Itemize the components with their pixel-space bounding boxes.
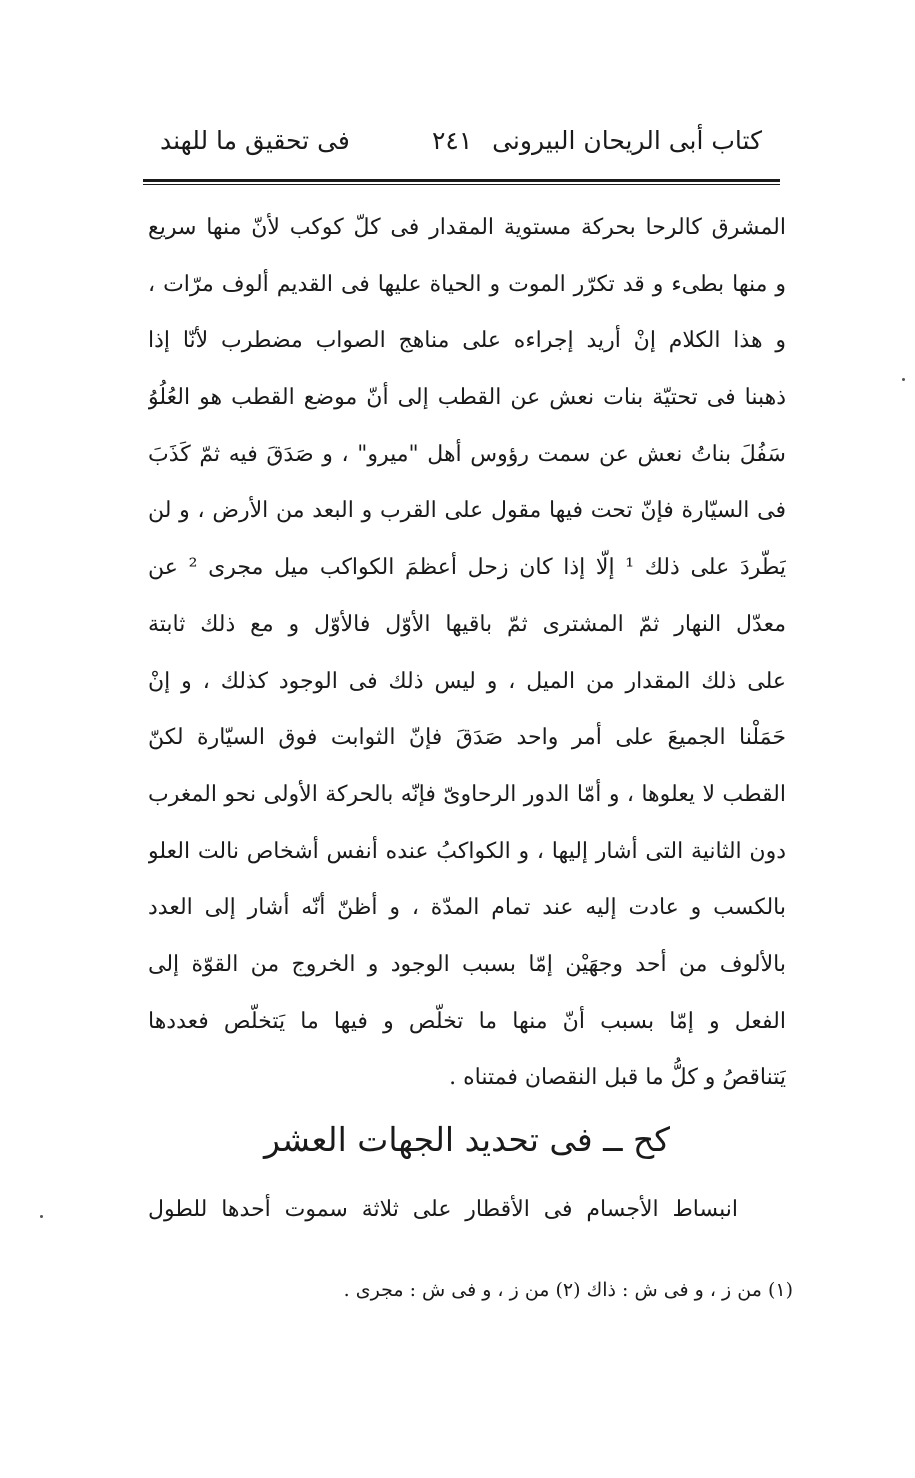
text-line: حَمَلْنا الجميعَ على أمر واحد صَدَقَ فإنّ الثوابت فوق السيّارة لكنّ [148,725,786,751]
text-line: و منها بطىء و قد تكرّر الموت و الحياة عليها فى القديم ألوف مرّات ، [148,271,786,297]
text-line: الفعل و إمّا بسبب أنّ منها ما تخلّص و فيها ما يَتخلّص فعددها [148,1008,786,1034]
paper-speck [902,378,905,381]
header-subtitle: فى تحقيق ما للهند [160,126,350,155]
text-line: معدّل النهار ثمّ المشترى ثمّ باقيها الأوّل فالأوّل و مع ذلك ثابتة [148,611,786,637]
text-line: فى السيّارة فإنّ تحت فيها مقول على القرب و البعد من الأرض ، و لن [148,498,786,524]
text-line: ذهبنا فى تحتيّة بنات نعش عن القطب إلى أنّ موضع القطب هو العُلُوُ [148,385,786,411]
text-line: بالألوف من أحد وجهَيْن إمّا بسبب الوجود و الخروج من القوّة إلى [148,951,786,977]
text-line: القطب لا يعلوها ، و أمّا الدور الرحاوىّ فإنّه بالحركة الأولى نحو المغرب [148,781,786,807]
paper-speck [40,1215,43,1218]
running-header [150,118,780,170]
footnotes: (١) من ز ، و فى ش : ذاك (٢) من ز ، و فى ش : مجرى . [343,1279,793,1301]
section-first-line: انبساط الأجسام فى الأقطار على ثلاثة سموت أحدها للطول [148,1197,738,1222]
text-line: سَفُلَ بناتُ نعش عن سمت رؤوس أهل "ميرو" ، و صَدَقَ فيه ثمّ كَذَبَ [148,441,786,467]
text-line: و هذا الكلام إنْ أريد إجراءه على مناهج الصواب مضطرب لأنّا إذا [148,328,786,354]
text-line: على ذلك المقدار من الميل ، و ليس ذلك فى الوجود كذلك ، و إنْ [148,668,786,694]
text-line: المشرق كالرحا بحركة مستوية المقدار فى كلّ كوكب لأنّ منها سريع [148,215,786,240]
header-rule-thin [143,184,780,185]
text-line: بالكسب و عادت إليه عند تمام المدّة ، و أظنّ أنّه أشار إلى العدد [148,895,786,921]
text-line: يَتناقصُ و كلُّ ما قبل النقصان فمتناه . [449,1065,786,1091]
section-heading: كح ــ فى تحديد الجهات العشر [263,1120,671,1159]
main-text [148,200,786,1107]
header-book-title: كتاب أبى الريحان البيرونى [492,126,762,155]
text-line: يَطّردَ على ذلك ¹ إلّا إذا كان زحل أعظمَ الكواكب ميل مجرى ² عن [148,555,786,581]
header-page-number: ٢٤١ [432,126,473,155]
header-rule-thick [143,179,780,182]
text-line: دون الثانية التى أشار إليها ، و الكواكبُ عنده أنفس أشخاص نالت العلو [148,838,786,864]
